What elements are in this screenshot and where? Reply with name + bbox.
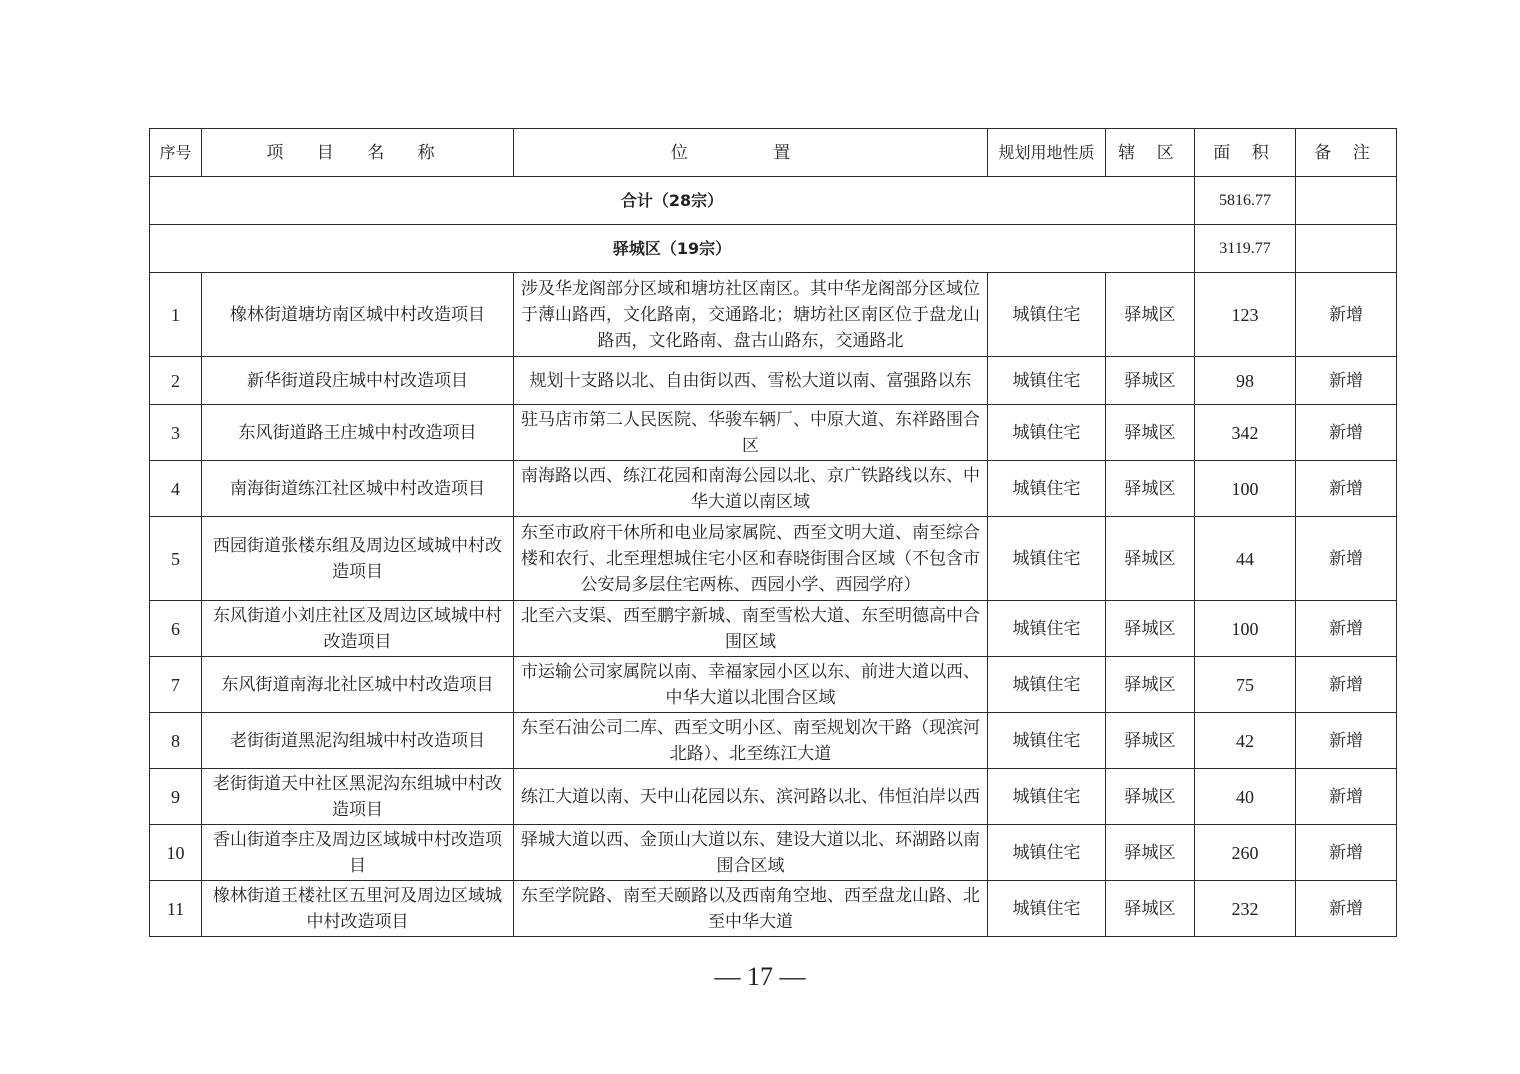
header-row — [150, 129, 1397, 177]
table-row — [150, 405, 1397, 461]
row-location: 市运输公司家属院以南、幸福家园小区以东、前进大道以西、中华大道以北围合区域 — [514, 657, 988, 713]
row-area: 42 — [1195, 713, 1296, 769]
row-seq: 3 — [150, 405, 202, 461]
row-seq: 5 — [150, 517, 202, 601]
row-note: 新增 — [1296, 657, 1397, 713]
table-row — [150, 517, 1397, 601]
row-land-use: 城镇住宅 — [988, 273, 1106, 357]
row-name: 老街街道黑泥沟组城中村改造项目 — [202, 713, 514, 769]
total-label: 合计（28宗） — [150, 177, 1195, 225]
row-land-use: 城镇住宅 — [988, 769, 1106, 825]
page-number: — 17 — — [714, 962, 806, 991]
header-land-use: 规划用地性质 — [988, 129, 1106, 177]
subtotal-area: 3119.77 — [1195, 225, 1296, 273]
row-name: 西园街道张楼东组及周边区域城中村改造项目 — [202, 517, 514, 601]
total-area: 5816.77 — [1195, 177, 1296, 225]
row-name: 香山街道李庄及周边区域城中村改造项目 — [202, 825, 514, 881]
row-name: 东风街道小刘庄社区及周边区域城中村改造项目 — [202, 601, 514, 657]
row-district: 驿城区 — [1106, 461, 1195, 517]
row-district: 驿城区 — [1106, 517, 1195, 601]
table-row — [150, 825, 1397, 881]
row-name: 老街街道天中社区黑泥沟东组城中村改造项目 — [202, 769, 514, 825]
row-location: 涉及华龙阁部分区域和塘坊社区南区。其中华龙阁部分区域位于薄山路西，文化路南，交通路北；塘坊社区南区位于盘龙山路西，文化路南、盘古山路东，交通路北 — [514, 273, 988, 357]
row-district: 驿城区 — [1106, 881, 1195, 937]
row-district: 驿城区 — [1106, 825, 1195, 881]
header-note: 备 注 — [1296, 129, 1397, 177]
project-table — [149, 128, 1397, 937]
row-note: 新增 — [1296, 825, 1397, 881]
row-note: 新增 — [1296, 273, 1397, 357]
table-row — [150, 273, 1397, 357]
table-row — [150, 769, 1397, 825]
table-row — [150, 657, 1397, 713]
row-area: 40 — [1195, 769, 1296, 825]
row-land-use: 城镇住宅 — [988, 657, 1106, 713]
row-land-use: 城镇住宅 — [988, 601, 1106, 657]
row-area: 75 — [1195, 657, 1296, 713]
row-area: 123 — [1195, 273, 1296, 357]
row-seq: 10 — [150, 825, 202, 881]
row-location: 东至市政府干休所和电业局家属院、西至文明大道、南至综合楼和农行、北至理想城住宅小区和春晓街围合区域（不包含市公安局多层住宅两栋、西园小学、西园学府） — [514, 517, 988, 601]
row-note: 新增 — [1296, 881, 1397, 937]
table-row — [150, 881, 1397, 937]
row-district: 驿城区 — [1106, 601, 1195, 657]
subtotal-row — [150, 225, 1397, 273]
row-seq: 1 — [150, 273, 202, 357]
row-location: 练江大道以南、天中山花园以东、滨河路以北、伟恒泊岸以西 — [514, 769, 988, 825]
row-note: 新增 — [1296, 461, 1397, 517]
row-location: 驻马店市第二人民医院、华骏车辆厂、中原大道、东祥路围合区 — [514, 405, 988, 461]
row-seq: 9 — [150, 769, 202, 825]
row-name: 橡林街道王楼社区五里河及周边区域城中村改造项目 — [202, 881, 514, 937]
row-land-use: 城镇住宅 — [988, 881, 1106, 937]
row-note: 新增 — [1296, 769, 1397, 825]
row-name: 东风街道路王庄城中村改造项目 — [202, 405, 514, 461]
header-seq: 序号 — [150, 129, 202, 177]
row-land-use: 城镇住宅 — [988, 825, 1106, 881]
subtotal-note — [1296, 225, 1397, 273]
row-district: 驿城区 — [1106, 405, 1195, 461]
row-area: 260 — [1195, 825, 1296, 881]
row-location: 北至六支渠、西至鹏宇新城、南至雪松大道、东至明德高中合围区域 — [514, 601, 988, 657]
row-land-use: 城镇住宅 — [988, 461, 1106, 517]
row-location: 东至学院路、南至天颐路以及西南角空地、西至盘龙山路、北至中华大道 — [514, 881, 988, 937]
row-area: 100 — [1195, 601, 1296, 657]
row-seq: 4 — [150, 461, 202, 517]
row-name: 橡林街道塘坊南区城中村改造项目 — [202, 273, 514, 357]
row-location: 南海路以西、练江花园和南海公园以北、京广铁路线以东、中华大道以南区域 — [514, 461, 988, 517]
row-district: 驿城区 — [1106, 769, 1195, 825]
row-district: 驿城区 — [1106, 357, 1195, 405]
row-name: 南海街道练江社区城中村改造项目 — [202, 461, 514, 517]
row-area: 100 — [1195, 461, 1296, 517]
total-note — [1296, 177, 1397, 225]
row-note: 新增 — [1296, 713, 1397, 769]
row-land-use: 城镇住宅 — [988, 357, 1106, 405]
row-seq: 7 — [150, 657, 202, 713]
row-note: 新增 — [1296, 405, 1397, 461]
row-name: 东风街道南海北社区城中村改造项目 — [202, 657, 514, 713]
row-location: 驿城大道以西、金顶山大道以东、建设大道以北、环湖路以南围合区域 — [514, 825, 988, 881]
row-land-use: 城镇住宅 — [988, 517, 1106, 601]
table-row — [150, 713, 1397, 769]
row-name: 新华街道段庄城中村改造项目 — [202, 357, 514, 405]
row-land-use: 城镇住宅 — [988, 405, 1106, 461]
row-district: 驿城区 — [1106, 657, 1195, 713]
row-seq: 11 — [150, 881, 202, 937]
table-row — [150, 357, 1397, 405]
header-name: 项 目 名 称 — [202, 129, 514, 177]
row-seq: 2 — [150, 357, 202, 405]
row-note: 新增 — [1296, 601, 1397, 657]
table-row — [150, 461, 1397, 517]
row-district: 驿城区 — [1106, 713, 1195, 769]
header-area: 面 积 — [1195, 129, 1296, 177]
header-location: 位 置 — [514, 129, 988, 177]
row-note: 新增 — [1296, 357, 1397, 405]
row-area: 342 — [1195, 405, 1296, 461]
row-note: 新增 — [1296, 517, 1397, 601]
row-location: 东至石油公司二库、西至文明小区、南至规划次干路（现滨河北路）、北至练江大道 — [514, 713, 988, 769]
header-district: 辖 区 — [1106, 129, 1195, 177]
row-area: 232 — [1195, 881, 1296, 937]
row-area: 98 — [1195, 357, 1296, 405]
row-location: 规划十支路以北、自由街以西、雪松大道以南、富强路以东 — [514, 357, 988, 405]
row-seq: 8 — [150, 713, 202, 769]
row-district: 驿城区 — [1106, 273, 1195, 357]
row-area: 44 — [1195, 517, 1296, 601]
subtotal-label: 驿城区（19宗） — [150, 225, 1195, 273]
row-seq: 6 — [150, 601, 202, 657]
table-row — [150, 601, 1397, 657]
row-land-use: 城镇住宅 — [988, 713, 1106, 769]
total-row — [150, 177, 1397, 225]
